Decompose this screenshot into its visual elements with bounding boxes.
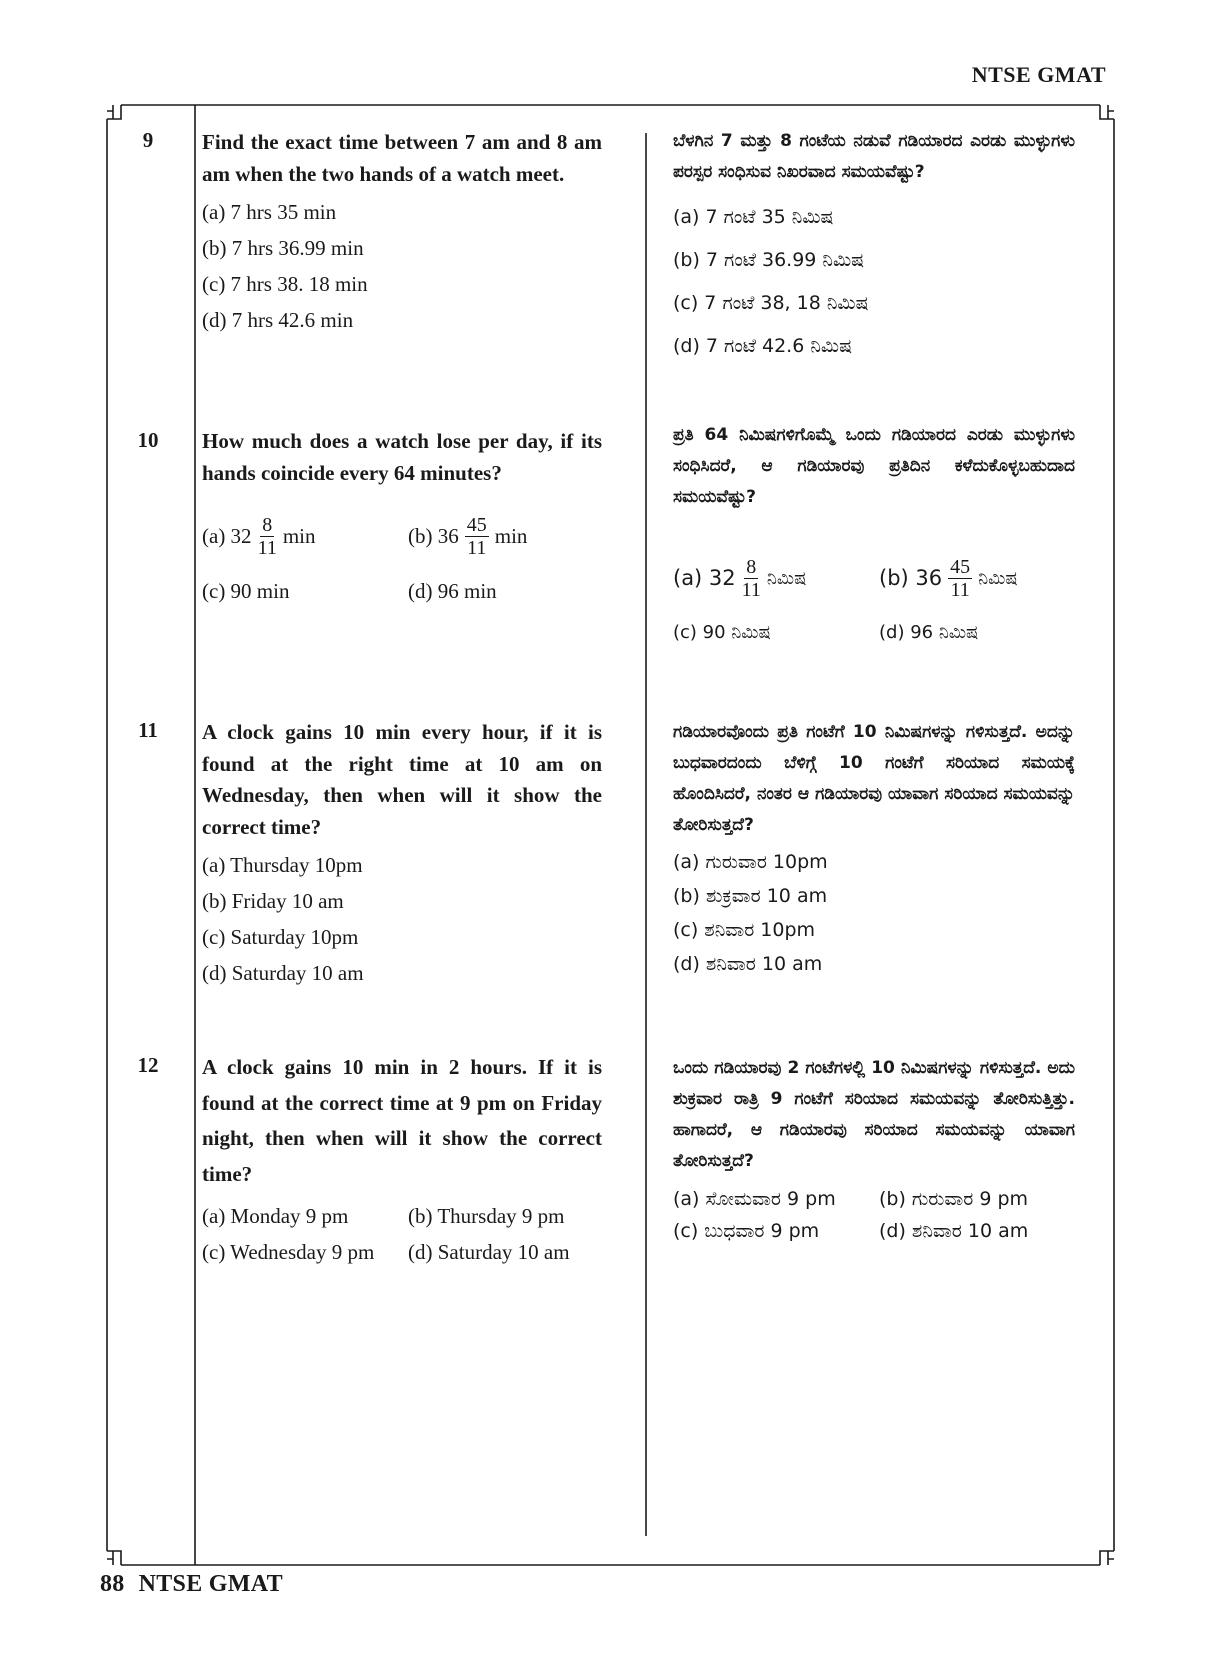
fraction-denominator: 11 (741, 578, 761, 601)
option: (c) 7 ಗಂಟೆ 38, 18 ನಿಮಿಷ (673, 292, 869, 314)
options-grid (673, 1183, 1075, 1247)
option-label: (a) 32 (673, 566, 736, 590)
option: (c) ಶನಿವಾರ 10pm (673, 919, 816, 941)
page-number: 88 (100, 1571, 125, 1597)
option: (d) Saturday 10 am (202, 961, 364, 985)
options-grid (202, 501, 602, 611)
option: (b) 7 ಗಂಟೆ 36.99 ನಿಮಿಷ (673, 249, 865, 271)
question-11-english (202, 717, 602, 991)
option: (d) 96 ನಿಮಿಷ (879, 622, 979, 643)
option: (a) 7 hrs 35 min (202, 200, 337, 224)
question-12-kannada (673, 1053, 1075, 1247)
fraction (948, 556, 972, 601)
option: (b) ಗುರುವಾರ 9 pm (879, 1188, 1029, 1210)
fraction (258, 514, 277, 559)
fraction-denominator: 11 (950, 578, 970, 601)
fraction-numerator: 8 (746, 555, 757, 578)
option-label: (b) 36 (408, 523, 459, 548)
fraction-numerator: 45 (466, 513, 487, 536)
option-unit: ನಿಮಿಷ (766, 567, 807, 589)
question-10-english (202, 426, 602, 611)
fraction-numerator: 45 (950, 555, 971, 578)
option-label: (b) 36 (879, 566, 943, 590)
fraction (742, 556, 761, 601)
running-header-title: NTSE GMAT (971, 62, 1106, 87)
question-number: 10 (137, 428, 159, 452)
question-12-english (202, 1050, 602, 1270)
option: (d) 7 ಗಂಟೆ 42.6 ನಿಮಿಷ (673, 335, 852, 357)
question-stem: ಬೆಳಗಿನ 7 ಮತ್ತು 8 ಗಂಟೆಯ ನಡುವೆ ಗಡಿಯಾರದ ಎರಡು ಮುಳ್ಳುಗಳು ಪರಸ್ಪರ ಸಂಧಿಸುವ ನಿಖರವಾದ ಸಮಯವೆಷ್ಟು? (673, 131, 1075, 182)
option: (c) 90 ನಿಮಿಷ (673, 622, 771, 643)
option: (a) ಗುರುವಾರ 10pm (673, 851, 828, 873)
fraction-numerator: 8 (262, 513, 273, 536)
option: (a) Thursday 10pm (202, 853, 363, 877)
fraction-denominator: 11 (467, 536, 487, 559)
question-number: 11 (138, 718, 158, 742)
option: (a) ಸೋಮವಾರ 9 pm (673, 1188, 836, 1210)
options-list (673, 196, 1075, 368)
question-stem: A clock gains 10 min in 2 hours. If it is found at the correct time at 9 pm on Friday night, then when will it show the correct time? (202, 1055, 602, 1186)
question-9-kannada (673, 126, 1075, 368)
option: (d) Saturday 10 am (408, 1240, 570, 1264)
option: (b) Thursday 9 pm (408, 1204, 565, 1228)
options-grid (202, 1198, 602, 1270)
option: (b) Friday 10 am (202, 889, 344, 913)
option: (d) ಶನಿವಾರ 10 am (673, 953, 823, 975)
question-stem: A clock gains 10 min every hour, if it is found at the right time at 10 am on Wednesday, then when will it show the correct time? (202, 720, 602, 839)
options-list (202, 194, 602, 338)
question-10-kannada (673, 420, 1075, 653)
option: (b) 7 hrs 36.99 min (202, 236, 364, 260)
option: (d) 7 hrs 42.6 min (202, 308, 354, 332)
option: (c) Wednesday 9 pm (202, 1240, 375, 1264)
question-9-english (202, 127, 602, 338)
option: (c) Saturday 10pm (202, 925, 359, 949)
option-unit: ನಿಮಿಷ (978, 567, 1018, 589)
options-list (673, 845, 1075, 981)
option-label: (a) 32 (202, 523, 252, 548)
option: (b) ಶುಕ್ರವಾರ 10 am (673, 885, 828, 907)
question-stem: ಒಂದು ಗಡಿಯಾರವು 2 ಗಂಟೆಗಳಲ್ಲಿ 10 ನಿಮಿಷಗಳನ್ನು ಗಳಿಸುತ್ತದೆ. ಅದು ಶುಕ್ರವಾರ ರಾತ್ರಿ 9 ಗಂಟೆಗೆ ಸರಿಯಾದ ಸಮಯವನ್ನು ತೋರಿಸುತ್ತಿತ್ತು. ಹಾಗಾದರೆ, ಆ ಗಡಿಯಾರವು ಸರಿಯಾದ ಸಮಯವನ್ನು ಯಾವಾಗ ತೋರಿಸುತ್ತದೆ? (673, 1058, 1075, 1171)
question-number: 9 (142, 128, 154, 152)
option (673, 543, 879, 613)
option (202, 501, 408, 571)
option: (a) Monday 9 pm (202, 1204, 349, 1228)
option (408, 501, 618, 571)
option-unit: min (494, 523, 528, 548)
option: (c) 90 min (202, 579, 290, 603)
footer-title: NTSE GMAT (138, 1571, 283, 1597)
question-stem: ಪ್ರತಿ 64 ನಿಮಿಷಗಳಿಗೊಮ್ಮೆ ಒಂದು ಗಡಿಯಾರದ ಎರಡು ಮುಳ್ಳುಗಳು ಸಂಧಿಸಿದರೆ, ಆ ಗಡಿಯಾರವು ಪ್ರತಿದಿನ ಕಳೆದುಕೊಳ್ಳಬಹುದಾದ ಸಮಯವೆಷ್ಟು? (673, 425, 1075, 507)
option: (a) 7 ಗಂಟೆ 35 ನಿಮಿಷ (673, 206, 834, 228)
option: (c) ಬುಧವಾರ 9 pm (673, 1220, 820, 1242)
page-footer (100, 1571, 283, 1598)
options-list (202, 847, 602, 991)
option: (c) 7 hrs 38. 18 min (202, 272, 368, 296)
question-stem: Find the exact time between 7 am and 8 am am when the two hands of a watch meet. (202, 130, 602, 186)
option (879, 543, 1089, 613)
question-number: 12 (137, 1053, 159, 1077)
question-stem: How much does a watch lose per day, if its hands coincide every 64 minutes? (202, 429, 602, 485)
fraction (465, 514, 489, 559)
question-stem: ಗಡಿಯಾರವೊಂದು ಪ್ರತಿ ಗಂಟೆಗೆ 10 ನಿಮಿಷಗಳನ್ನು ಗಳಿಸುತ್ತದೆ. ಅದನ್ನು ಬುಧವಾರದಂದು ಬೆಳಿಗ್ಗೆ 10 ಗಂಟೆಗೆ ಸರಿಯಾದ ಸಮಯಕ್ಕೆ ಹೊಂದಿಸಿದರೆ, ನಂತರ ಆ ಗಡಿಯಾರವು ಯಾವಾಗ ಸರಿಯಾದ ಸಮಯವನ್ನು ತೋರಿಸುತ್ತದೆ? (673, 722, 1075, 835)
option-unit: min (282, 523, 316, 548)
option: (d) 96 min (408, 579, 497, 603)
options-grid (673, 543, 1075, 653)
fraction-denominator: 11 (257, 536, 277, 559)
option: (d) ಶನಿವಾರ 10 am (879, 1220, 1029, 1242)
question-11-kannada (673, 717, 1075, 981)
